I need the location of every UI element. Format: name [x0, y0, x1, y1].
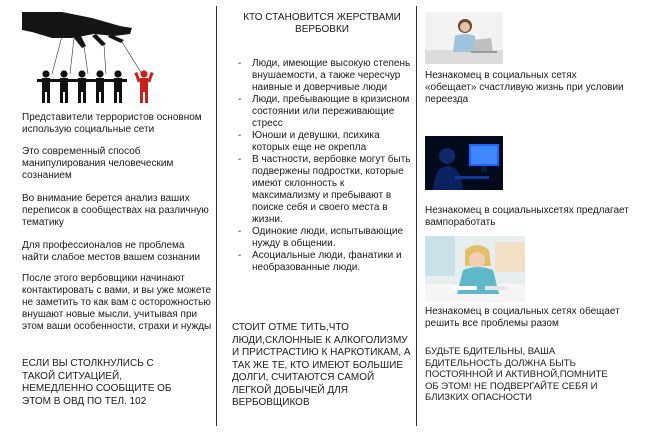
left-paragraph-1: Представители террористов основном использую социальные сети — [22, 112, 202, 135]
right-column — [425, 0, 630, 434]
right-paragraph-1: Незнакомец в социальных сетях «обещает» счастливую жизнь при условии переезда — [425, 70, 624, 105]
list-item: - Одинокие люди, испытывающие нужду в общении. — [236, 226, 412, 250]
column-divider-left — [216, 6, 217, 426]
puppeteer-image — [22, 12, 172, 108]
right-warning: БУДЬТЕ БДИТЕЛЬНЫ, ВАША БДИТЕЛЬНОСТЬ ДОЛЖНА БЫТЬ ПОСТОЯННОЙ И АКТИВНОЙ,ПОМНИТЕ ОБ ЭТОМ! НЕ ПОДВЕРГАЙТЕ СЕБЯ И БЛИЗКИХ ОПАСНОСТИ — [425, 346, 608, 403]
victims-list — [236, 58, 412, 274]
woman-laptop-image — [425, 12, 503, 64]
left-paragraph-4: Для профессионалов не проблема найти слабое местов вашем сознании — [22, 240, 201, 263]
left-paragraph-5: После этого вербовщики начинают контактировать с вами, и вы уже можете не заметить то как вам с осторожностью внушают новые мысли, учитывая при этом ваши особенности, страхи и нужды — [22, 273, 212, 332]
column-divider-right — [416, 6, 417, 426]
list-item: - В частности, вербовке могут быть подвержены подростки, которые имеют склонность к максимализму и пребывают в поиске себя и своего места в жизни. — [236, 154, 412, 226]
left-paragraph-3: Во внимание берется анализ ваших переписок в сообществах на различную тематику — [22, 193, 209, 228]
right-paragraph-2: Незнакомец в социальныхсетях предлагает вампоработать — [425, 205, 629, 228]
list-item: - Люди, пребывающие в кризисном состоянии или переживающие стресс — [236, 94, 412, 130]
left-column — [22, 0, 212, 434]
list-item: - Юноши и девушки, психика которых еще не окрепла — [236, 130, 412, 154]
list-item: - Асоциальные люди, фанатики и необразованные люди. — [236, 250, 412, 274]
list-item: - Люди, имеющие высокую степень внушаемости, а также чересчур наивные и доверчивые люди — [236, 58, 412, 94]
section-title: КТО СТАНОВИТСЯ ЖЕРСТВАМИ ВЕРБОВКИ — [243, 12, 401, 35]
left-paragraph-2: Это современный способ манипулирования человеческим сознанием — [22, 146, 174, 181]
person-computer-dark-image — [425, 136, 503, 190]
stressed-woman-image — [425, 236, 525, 302]
middle-note: СТОИТ ОТМЕ ТИТЬ,ЧТО ЛЮДИ,СКЛОННЫЕ К АЛКОГОЛИЗМУ И ПРИСТРАСТИЮ К НАРКОТИКАМ, А ТАК ЖЕ ТЕ, КТО ИМЕЮТ БОЛЬШИЕ ДОЛГИ, СЧИТАЮТСЯ САМОЙ ЛЕГКОЙ ДОБЫЧЕЙ ДЛЯ ВЕРБОВЩИКОВ — [232, 322, 411, 408]
right-paragraph-3: Незнакомец в социальных сетях обещает решить все проблемы разом — [425, 306, 620, 329]
left-warning: ЕСЛИ ВЫ СТОЛКНУЛИСЬ С ТАКОЙ СИТУАЦИЕЙ, НЕМЕДЛЕННО СООБЩИТЕ ОБ ЭТОМ В ОВД ПО ТЕЛ. 102 — [22, 358, 172, 407]
middle-column — [232, 0, 412, 434]
